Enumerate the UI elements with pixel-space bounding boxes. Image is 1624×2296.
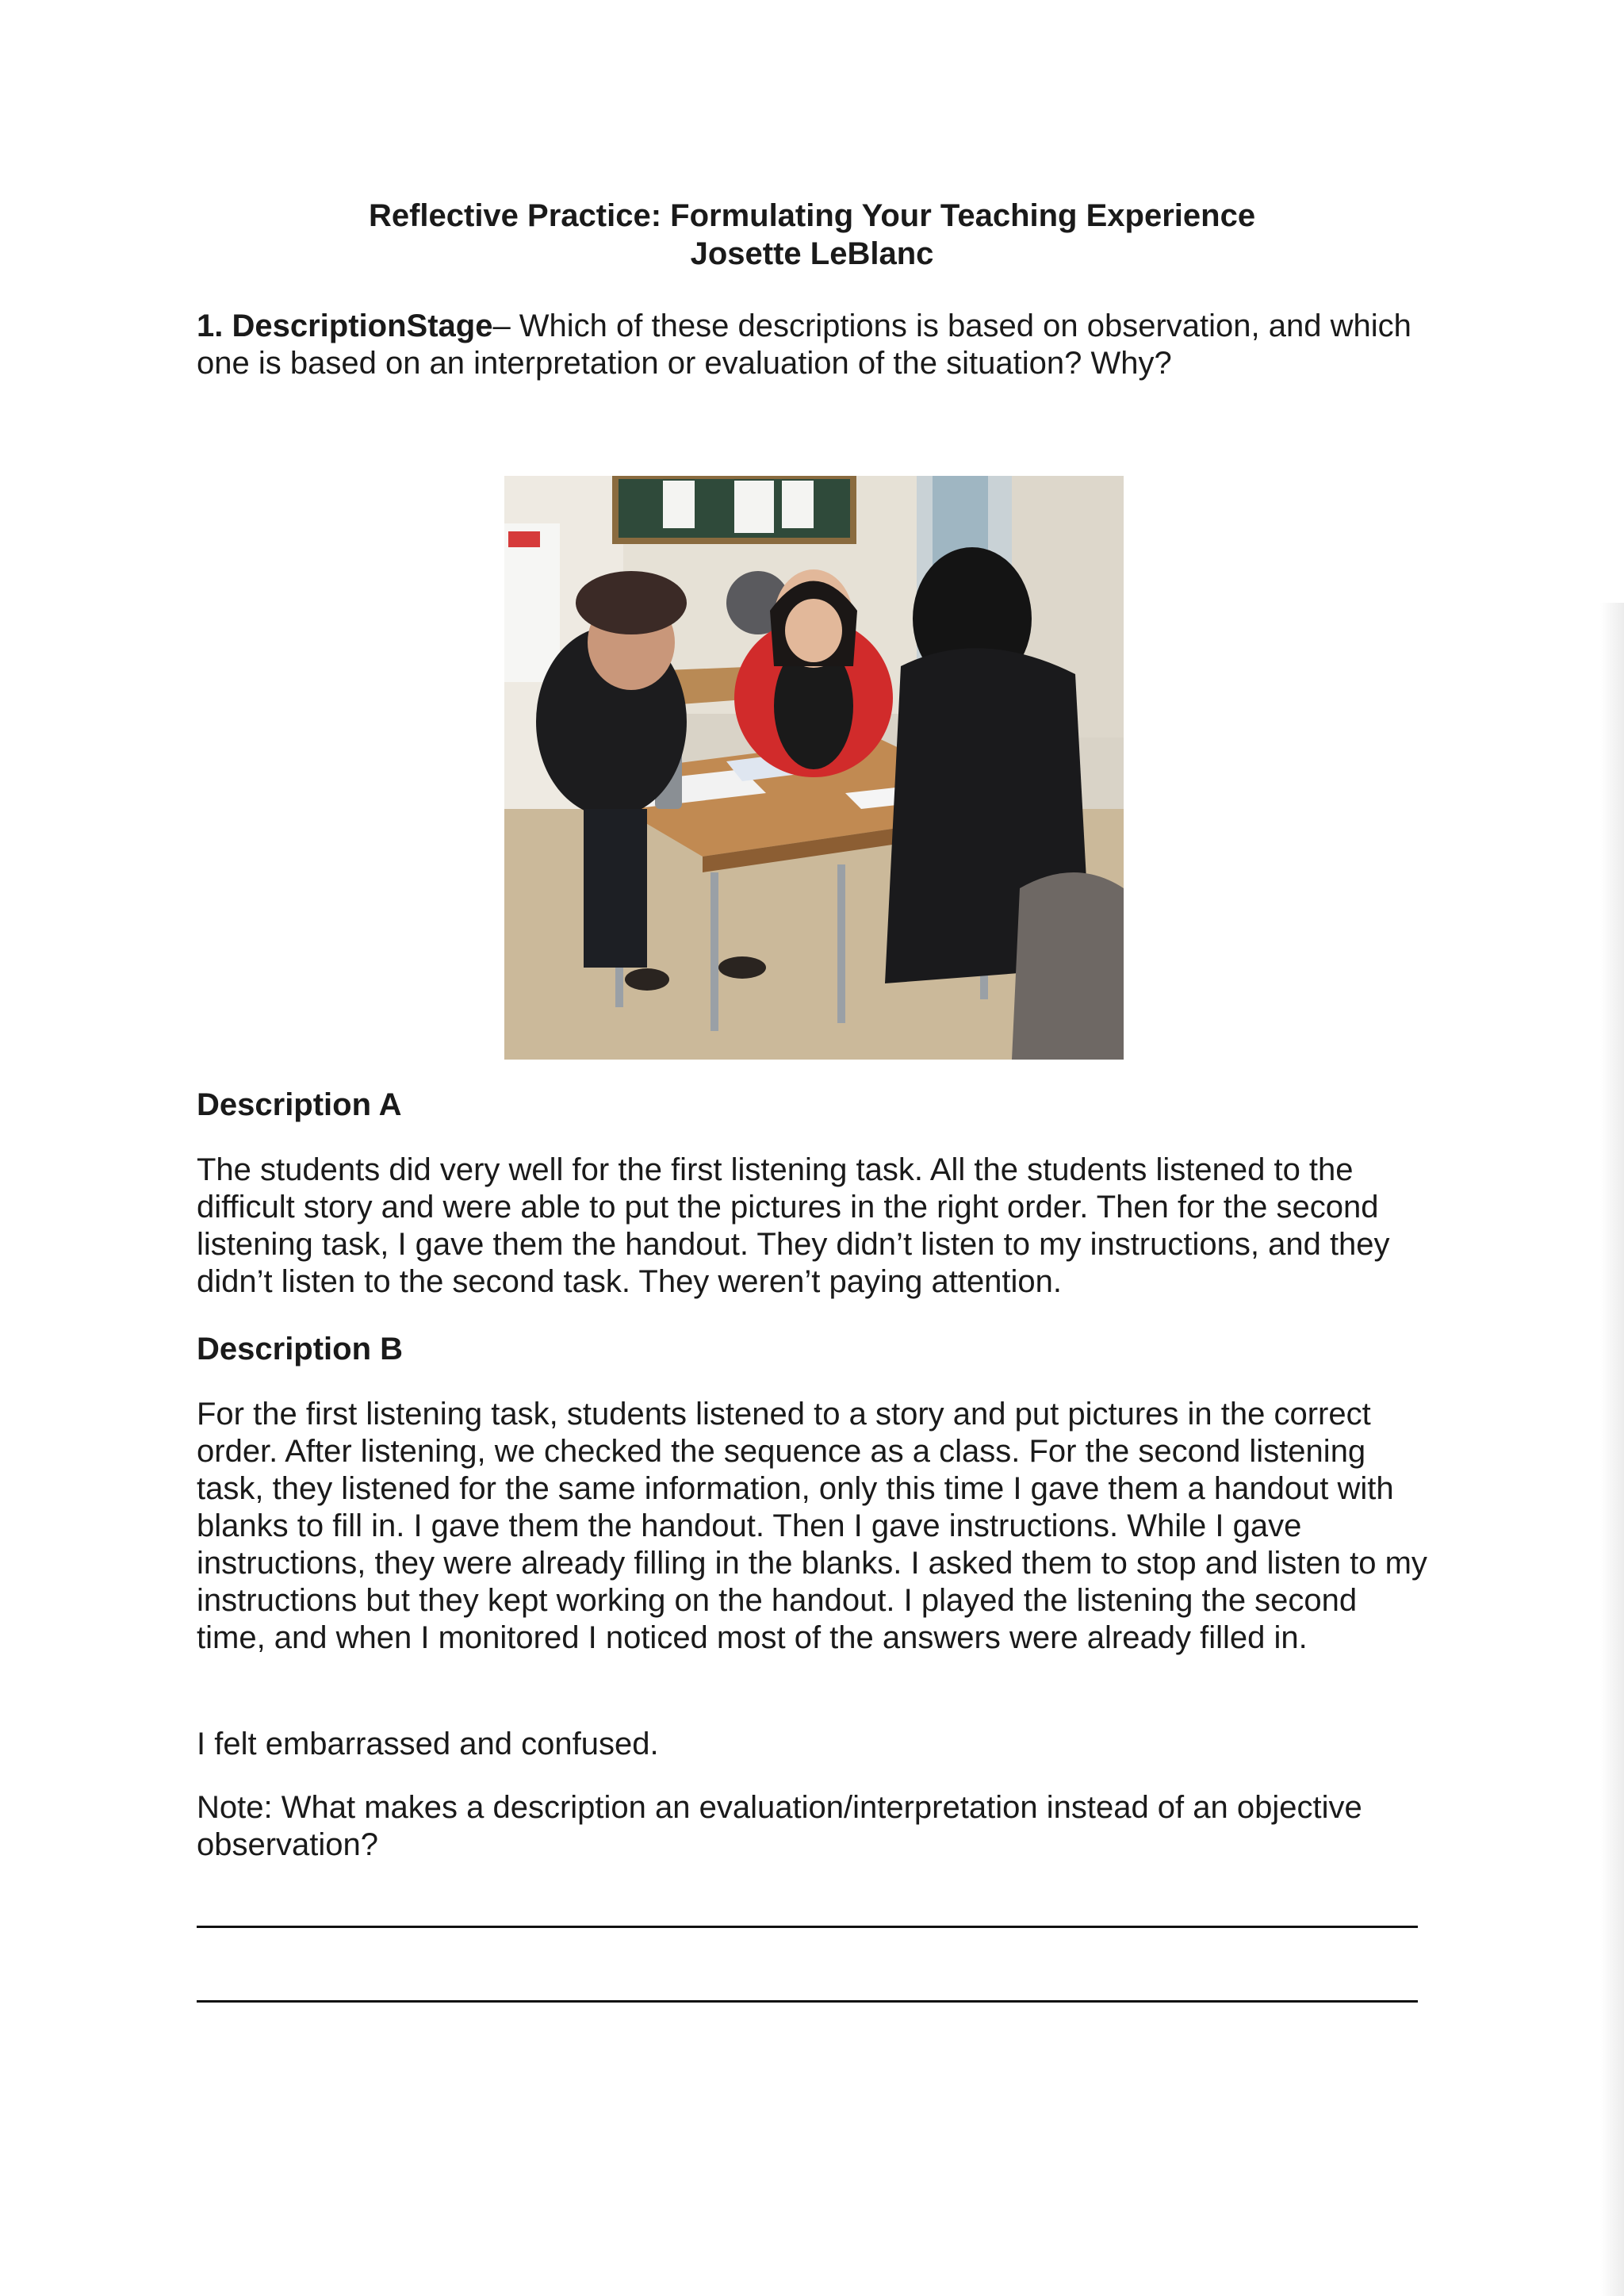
- description-b-heading: Description B: [197, 1332, 404, 1366]
- page-edge-shadow: [1600, 603, 1624, 2296]
- answer-line-1[interactable]: [197, 1926, 1418, 1928]
- description-a-text: The students did very well for the first listening task. All the students listened to the difficult story and were able to put the pictures in the right order. Then for the second listening task, I gave them the handout. They didn’t listen to my instructions, and they didn’t listen to the second task. They weren’t paying attention.: [197, 1152, 1390, 1299]
- document-author: Josette LeBlanc: [690, 236, 934, 271]
- description-b-feeling: [197, 1726, 1434, 1763]
- classroom-photo: [504, 476, 1124, 1060]
- note: [197, 1789, 1434, 1864]
- question-1-lead: 1. DescriptionStage: [197, 309, 493, 343]
- description-a-body: [197, 1152, 1434, 1301]
- note-text: Note: What makes a description an evaluation/interpretation instead of an objective observation?: [197, 1790, 1362, 1862]
- description-b-body: [197, 1396, 1434, 1657]
- question-1: [197, 308, 1434, 382]
- description-b-text: For the first listening task, students listened to a story and put pictures in the correct order. After listening, we checked the sequence as a class. For the second listening task, they listened for the same information, only this time I gave them a handout with blanks to fill in. I gave them the handout. Then I gave instructions. While I gave instructions, they were already filling in the blanks. I asked them to stop and listen to my instructions but they kept working on the handout. I played the listening the second time, and when I monitored I noticed most of the answers were already filled in.: [197, 1397, 1427, 1655]
- document-title: Reflective Practice: Formulating Your Teaching Experience: [368, 198, 1256, 233]
- description-a-heading: Description A: [197, 1087, 402, 1122]
- feeling-text: I felt embarrassed and confused.: [197, 1727, 659, 1761]
- question-1-text: – Which of these descriptions is based on observation, and which one is based on an interpretation or evaluation of the situation? Why?: [197, 309, 1411, 381]
- answer-line-2[interactable]: [197, 2000, 1418, 2003]
